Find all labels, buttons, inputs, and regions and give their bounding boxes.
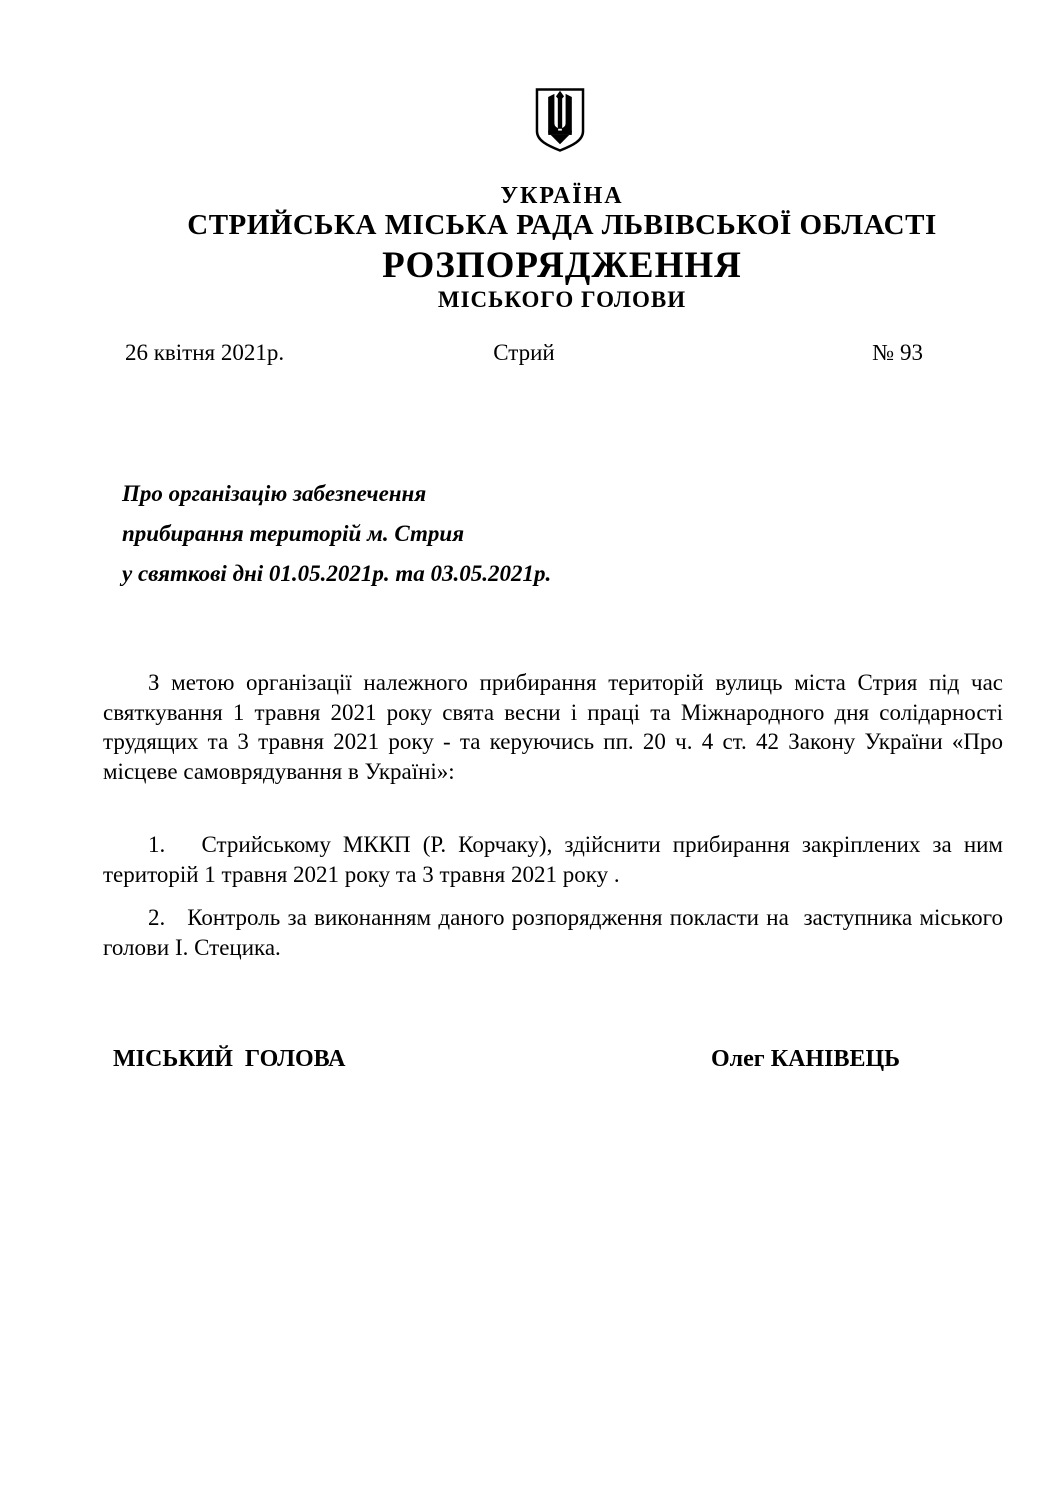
document-type-title: РОЗПОРЯДЖЕННЯ (382, 245, 742, 286)
document-place: Стрий (493, 340, 555, 365)
signature-row (113, 1046, 935, 1073)
subject-line-3: у святкові дні 01.05.2021р. та 03.05.2021р. (122, 561, 552, 586)
subject-line-1: Про організацію забезпечення (122, 481, 427, 506)
order-item-1: 1. Стрийському МККП (Р. Корчаку), здійснити прибирання закріплених за ним територій 1 травня 2021 року та 3 травня 2021 року . (103, 832, 1009, 887)
country-name: УКРАЇНА (500, 183, 624, 209)
order-item-2: 2. Контроль за виконанням даного розпорядження покласти на заступника міського голови І. Стецика. (103, 905, 1009, 960)
document-date: 26 квітня 2021р. (125, 340, 285, 365)
subject-line-2: прибирання територій м. Стрия (122, 521, 465, 546)
subject-block (122, 474, 642, 594)
signer-title: МІСЬКИЙ ГОЛОВА (113, 1046, 346, 1072)
signer-name: Олег КАНІВЕЦЬ (711, 1046, 900, 1072)
document-meta-row (125, 340, 923, 366)
document-subtype-title: МІСЬКОГО ГОЛОВИ (437, 287, 687, 312)
document-number: № 93 (872, 340, 923, 365)
ukraine-coat-of-arms-icon (532, 84, 588, 161)
organization-name: СТРИЙСЬКА МІСЬКА РАДА ЛЬВІВСЬКОЇ ОБЛАСТІ (187, 209, 937, 241)
preamble-paragraph: З метою організації належного прибирання територій вулиць міста Стрия під час святкування 1 травня 2021 року свята весни і праці та Міжнародного дня солідарності трудящих та 3 травня 2021 року - та керуючись пп. 20 ч. 4 ст. 42 Закону України «Про місцеве самоврядування в Україні»: (103, 670, 1009, 784)
